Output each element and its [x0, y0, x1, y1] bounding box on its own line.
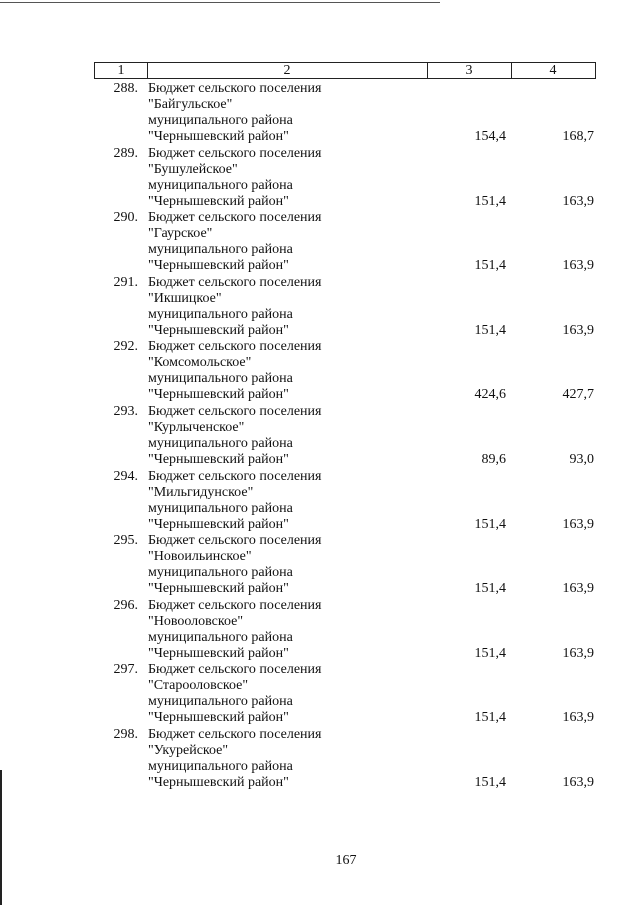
header-col-4: 4	[549, 63, 557, 78]
row-name-line: Бюджет сельского поселения	[148, 145, 322, 161]
row-name-line: муниципального района	[148, 242, 293, 258]
row-number: 296.	[113, 597, 138, 613]
row-name-line: муниципального района	[148, 113, 293, 128]
row-name-line: муниципального района	[148, 758, 293, 774]
row-name	[148, 146, 418, 210]
row-number: 295.	[113, 533, 138, 549]
row-name-line: "Старооловское"	[148, 678, 249, 694]
row-name-line: "Чернышевский район"	[148, 387, 289, 403]
row-value-col4: 427,7	[562, 387, 594, 403]
row-name-line: "Чернышевский район"	[148, 258, 289, 274]
row-value-col4: 93,0	[569, 451, 594, 467]
row-number: 292.	[113, 339, 138, 355]
row-value-col3: 151,4	[474, 193, 506, 209]
row-name-line: "Новооловское"	[148, 613, 244, 629]
row-value-col3: 424,6	[474, 387, 506, 403]
row-name-line: "Чернышевский район"	[148, 710, 289, 726]
scan-edge	[0, 770, 2, 905]
row-number: 290.	[113, 210, 138, 226]
row-value-col3: 151,4	[474, 581, 506, 597]
row-value-col4: 163,9	[562, 645, 594, 661]
table-row	[94, 337, 596, 402]
row-name-line: муниципального района	[148, 629, 293, 645]
row-value-col4: 163,9	[562, 774, 594, 790]
row-name-line: Бюджет сельского поселения	[148, 597, 322, 613]
row-value-col3: 151,4	[474, 322, 506, 338]
row-name-line: "Чернышевский район"	[148, 581, 289, 597]
row-name-line: Бюджет сельского поселения	[148, 274, 322, 290]
table-row	[94, 596, 596, 661]
header-col-2: 2	[147, 63, 428, 78]
row-name-line: "Бушулейское"	[148, 161, 238, 177]
row-value-col3: 151,4	[474, 516, 506, 532]
row-name	[148, 598, 418, 662]
row-number: 293.	[113, 403, 138, 419]
row-value-col3: 151,4	[474, 645, 506, 661]
row-name-line: Бюджет сельского поселения	[148, 662, 322, 678]
row-name-line: муниципального района	[148, 435, 293, 451]
row-name-line: "Чернышевский район"	[148, 645, 289, 661]
table-header-row	[94, 62, 596, 79]
row-name-line: Бюджет сельского поселения	[148, 210, 322, 226]
top-rule	[0, 2, 440, 3]
row-name-line: "Курлыченское"	[148, 419, 245, 435]
row-name-line: "Чернышевский район"	[148, 451, 289, 467]
row-value-col4: 163,9	[562, 516, 594, 532]
row-number: 288.	[113, 81, 138, 96]
row-value-col3: 151,4	[474, 258, 506, 274]
row-name-line: Бюджет сельского поселения	[148, 726, 322, 742]
row-number: 298.	[113, 726, 138, 742]
row-name-line: "Чернышевский район"	[148, 193, 289, 209]
row-value-col4: 163,9	[562, 258, 594, 274]
table-row	[94, 208, 596, 273]
row-name	[148, 533, 418, 597]
row-name-line: муниципального района	[148, 500, 293, 516]
row-name-line: "Новоильинское"	[148, 549, 252, 565]
row-number: 291.	[113, 274, 138, 290]
row-name-line: "Чернышевский район"	[148, 774, 289, 790]
row-name	[148, 81, 418, 145]
row-name-line: Бюджет сельского поселения	[148, 403, 322, 419]
row-name-line: "Байгульское"	[148, 97, 233, 112]
row-name-line: муниципального района	[148, 306, 293, 322]
row-name-line: "Чернышевский район"	[148, 129, 289, 144]
table-row	[94, 273, 596, 338]
table-row	[94, 725, 596, 790]
row-name	[148, 662, 418, 726]
row-name-line: Бюджет сельского поселения	[148, 468, 322, 484]
row-name-line: "Комсомольское"	[148, 355, 252, 371]
header-col-1: 1	[95, 63, 148, 78]
table-row	[94, 402, 596, 467]
row-value-col3: 151,4	[474, 710, 506, 726]
row-name-line: муниципального района	[148, 565, 293, 581]
row-number: 297.	[113, 662, 138, 678]
table-row	[94, 467, 596, 532]
page-number: 167	[335, 853, 357, 868]
row-name-line: "Гаурское"	[148, 226, 213, 242]
row-number: 294.	[113, 468, 138, 484]
table-row	[94, 660, 596, 725]
row-value-col3: 89,6	[481, 451, 506, 467]
row-name-line: "Укурейское"	[148, 742, 229, 758]
row-name-line: Бюджет сельского поселения	[148, 533, 322, 549]
row-name-line: муниципального района	[148, 371, 293, 387]
row-name	[148, 339, 418, 403]
row-name	[148, 469, 418, 533]
row-name-line: Бюджет сельского поселения	[148, 339, 322, 355]
row-name-line: муниципального района	[148, 694, 293, 710]
row-value-col4: 163,9	[562, 322, 594, 338]
row-name-line: "Чернышевский район"	[148, 516, 289, 532]
row-name	[148, 275, 418, 339]
row-value-col4: 163,9	[562, 710, 594, 726]
row-name	[148, 727, 418, 791]
row-value-col4: 163,9	[562, 193, 594, 209]
row-value-col3: 151,4	[474, 774, 506, 790]
row-value-col3: 154,4	[474, 129, 506, 144]
row-value-col4: 168,7	[562, 129, 594, 144]
row-name	[148, 210, 418, 274]
row-name-line: "Чернышевский район"	[148, 322, 289, 338]
header-col-3: 3	[427, 63, 512, 78]
budget-table	[94, 62, 596, 790]
row-name-line: Бюджет сельского поселения	[148, 81, 322, 96]
row-name-line: "Икшицкое"	[148, 290, 222, 306]
table-row	[94, 144, 596, 209]
table-row	[94, 79, 596, 144]
row-name-line: "Мильгидунское"	[148, 484, 254, 500]
row-value-col4: 163,9	[562, 581, 594, 597]
table-row	[94, 531, 596, 596]
row-name-line: муниципального района	[148, 177, 293, 193]
row-number: 289.	[113, 145, 138, 161]
row-name	[148, 404, 418, 468]
